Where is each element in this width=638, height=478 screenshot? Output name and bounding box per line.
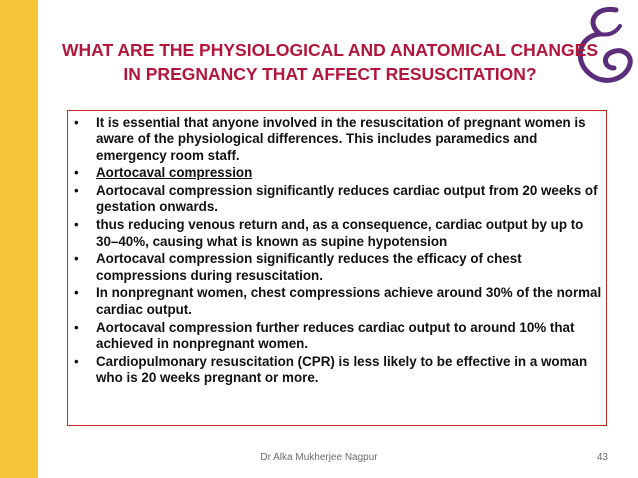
bullet-item — [72, 165, 602, 181]
bullet-item — [72, 251, 602, 284]
bullet-marker: • — [74, 115, 79, 130]
bullet-text: Aortocaval compression further reduces cardiac output to around 10% that achieved in nonpregnant women. — [96, 319, 575, 351]
content-box — [67, 110, 607, 426]
bullet-text: thus reducing venous return and, as a consequence, cardiac output by up to 30–40%, causing what is known as supine hypotension — [96, 217, 584, 249]
bullet-marker: • — [74, 251, 79, 267]
bullet-item — [72, 183, 602, 216]
bullet-text: Aortocaval compression significantly reduces the efficacy of chest compressions during resuscitation. — [96, 251, 522, 283]
slide-title: WHAT ARE THE PHYSIOLOGICAL AND ANATOMICAL CHANGES IN PREGNANCY THAT AFFECT RESUSCITATION? — [61, 40, 599, 84]
bullet-list — [72, 115, 602, 388]
bullet-marker: • — [74, 285, 79, 301]
bullet-item — [72, 354, 602, 387]
bullet-item — [72, 320, 602, 353]
bullet-text: Cardiopulmonary resuscitation (CPR) is less likely to be effective in a woman who is 20 weeks pregnant or more. — [96, 353, 588, 385]
bullet-item — [72, 285, 602, 318]
bullet-marker: • — [74, 183, 79, 199]
bullet-marker: • — [74, 217, 79, 233]
bullet-text: Aortocaval compression — [96, 165, 253, 181]
bullet-marker: • — [74, 165, 79, 181]
bullet-text: Aortocaval compression significantly reduces cardiac output from 20 weeks of gestation onwards. — [96, 183, 598, 215]
bullet-marker: • — [74, 353, 79, 369]
left-accent-bar — [0, 0, 38, 478]
page-number: 43 — [596, 452, 608, 463]
bullet-marker: • — [74, 319, 79, 335]
bullet-text: It is essential that anyone involved in the resuscitation of pregnant women is aware of the physiological differences. This includes paramedics and emergency room staff. — [96, 115, 586, 163]
bullet-item — [72, 115, 602, 164]
bullet-text: In nonpregnant women, chest compressions achieve around 30% of the normal cardiac output. — [96, 285, 602, 317]
footer-author: Dr Alka Mukherjee Nagpur — [260, 452, 378, 463]
bullet-item — [72, 217, 602, 250]
